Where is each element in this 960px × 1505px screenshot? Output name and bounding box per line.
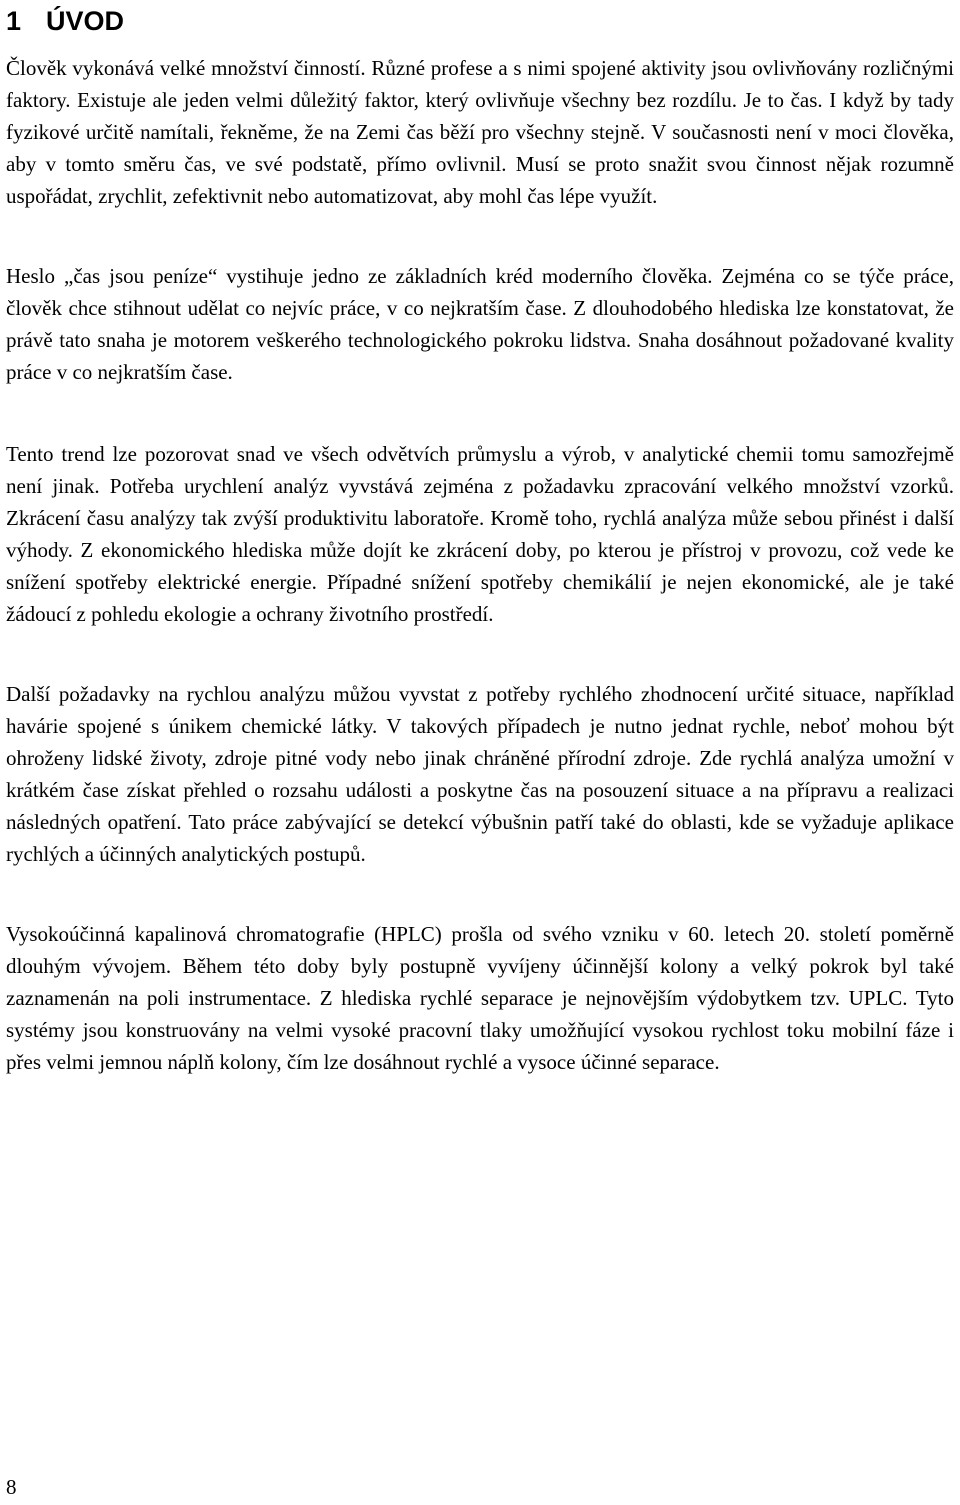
section-title: ÚVOD [46, 6, 125, 36]
document-page [6, 0, 954, 1505]
paragraph-2: Heslo „čas jsou peníze“ vystihuje jedno ze základních kréd moderního člověka. Zejména co se týče práce, člověk chce stihnout udělat co nejvíc práce, v co nejkratším čase. Z dlouhodobého hlediska lze konstatovat, že právě tato snaha je motorem veškerého technologického pokroku lidstva. Snaha dosáhnout požadované kvality práce v co nejkratším čase. [6, 264, 954, 384]
section-number: 1 [6, 6, 22, 36]
paragraph-5: Vysokoúčinná kapalinová chromatografie (HPLC) prošla od svého vzniku v 60. letech 20. století poměrně dlouhým vývojem. Během této doby byly postupně vyvíjeny účinnější kolony a velký pokrok byl také zaznamenán na poli instrumentace. Z hlediska rychlé separace je nejnovějším výdobytkem tzv. UPLC. Tyto systémy jsou konstruovány na velmi vysoké pracovní tlaky umožňující vysokou rychlost toku mobilní fáze i přes velmi jemnou náplň kolony, čím lze dosáhnout rychlé a vysoce účinné separace. [6, 922, 954, 1074]
page-number: 8 [6, 1475, 17, 1499]
paragraph-3: Tento trend lze pozorovat snad ve všech odvětvích průmyslu a výrob, v analytické chemii tomu samozřejmě není jinak. Potřeba urychlení analýz vyvstává zejména z požadavku zpracování velkého množství vzorků. Zkrácení času analýzy tak zvýší produktivitu laboratoře. Kromě toho, rychlá analýza může sebou přinést i další výhody. Z ekonomického hlediska může dojít ke zkrácení doby, po kterou je přístroj v provozu, což vede ke snížení spotřeby elektrické energie. Případné snížení spotřeby chemikálií je nejen ekonomické, ale je také žádoucí z pohledu ekologie a ochrany životního prostředí. [6, 442, 954, 626]
paragraph-4: Další požadavky na rychlou analýzu můžou vyvstat z potřeby rychlého zhodnocení určité situace, například havárie spojené s únikem chemické látky. V takových případech je nutno jednat rychle, neboť mohou být ohroženy lidské životy, zdroje pitné vody nebo jinak chráněné přírodní zdroje. Zde rychlá analýza umožní v krátkém čase získat přehled o rozsahu události a poskytne čas na posouzení situace a na přípravu a realizaci následných opatření. Tato práce zabývající se detekcí výbušnin patří také do oblasti, kde se vyžaduje aplikace rychlých a účinných analytických postupů. [6, 682, 954, 866]
paragraph-1: Člověk vykonává velké množství činností. Různé profese a s nimi spojené aktivity jsou ovlivňovány rozličnými faktory. Existuje ale jeden velmi důležitý faktor, který ovlivňuje všechny bez rozdílu. Je to čas. I když by tady fyzikové určitě namítali, řekněme, že na Zemi čas běží pro všechny stejně. V současnosti není v moci člověka, aby v tomto směru čas, ve své podstatě, přímo ovlivnil. Musí se proto snažit svou činnost nějak rozumně uspořádat, zrychlit, zefektivnit nebo automatizovat, aby mohl čas lépe využít. [6, 56, 954, 208]
section-heading [6, 4, 124, 38]
